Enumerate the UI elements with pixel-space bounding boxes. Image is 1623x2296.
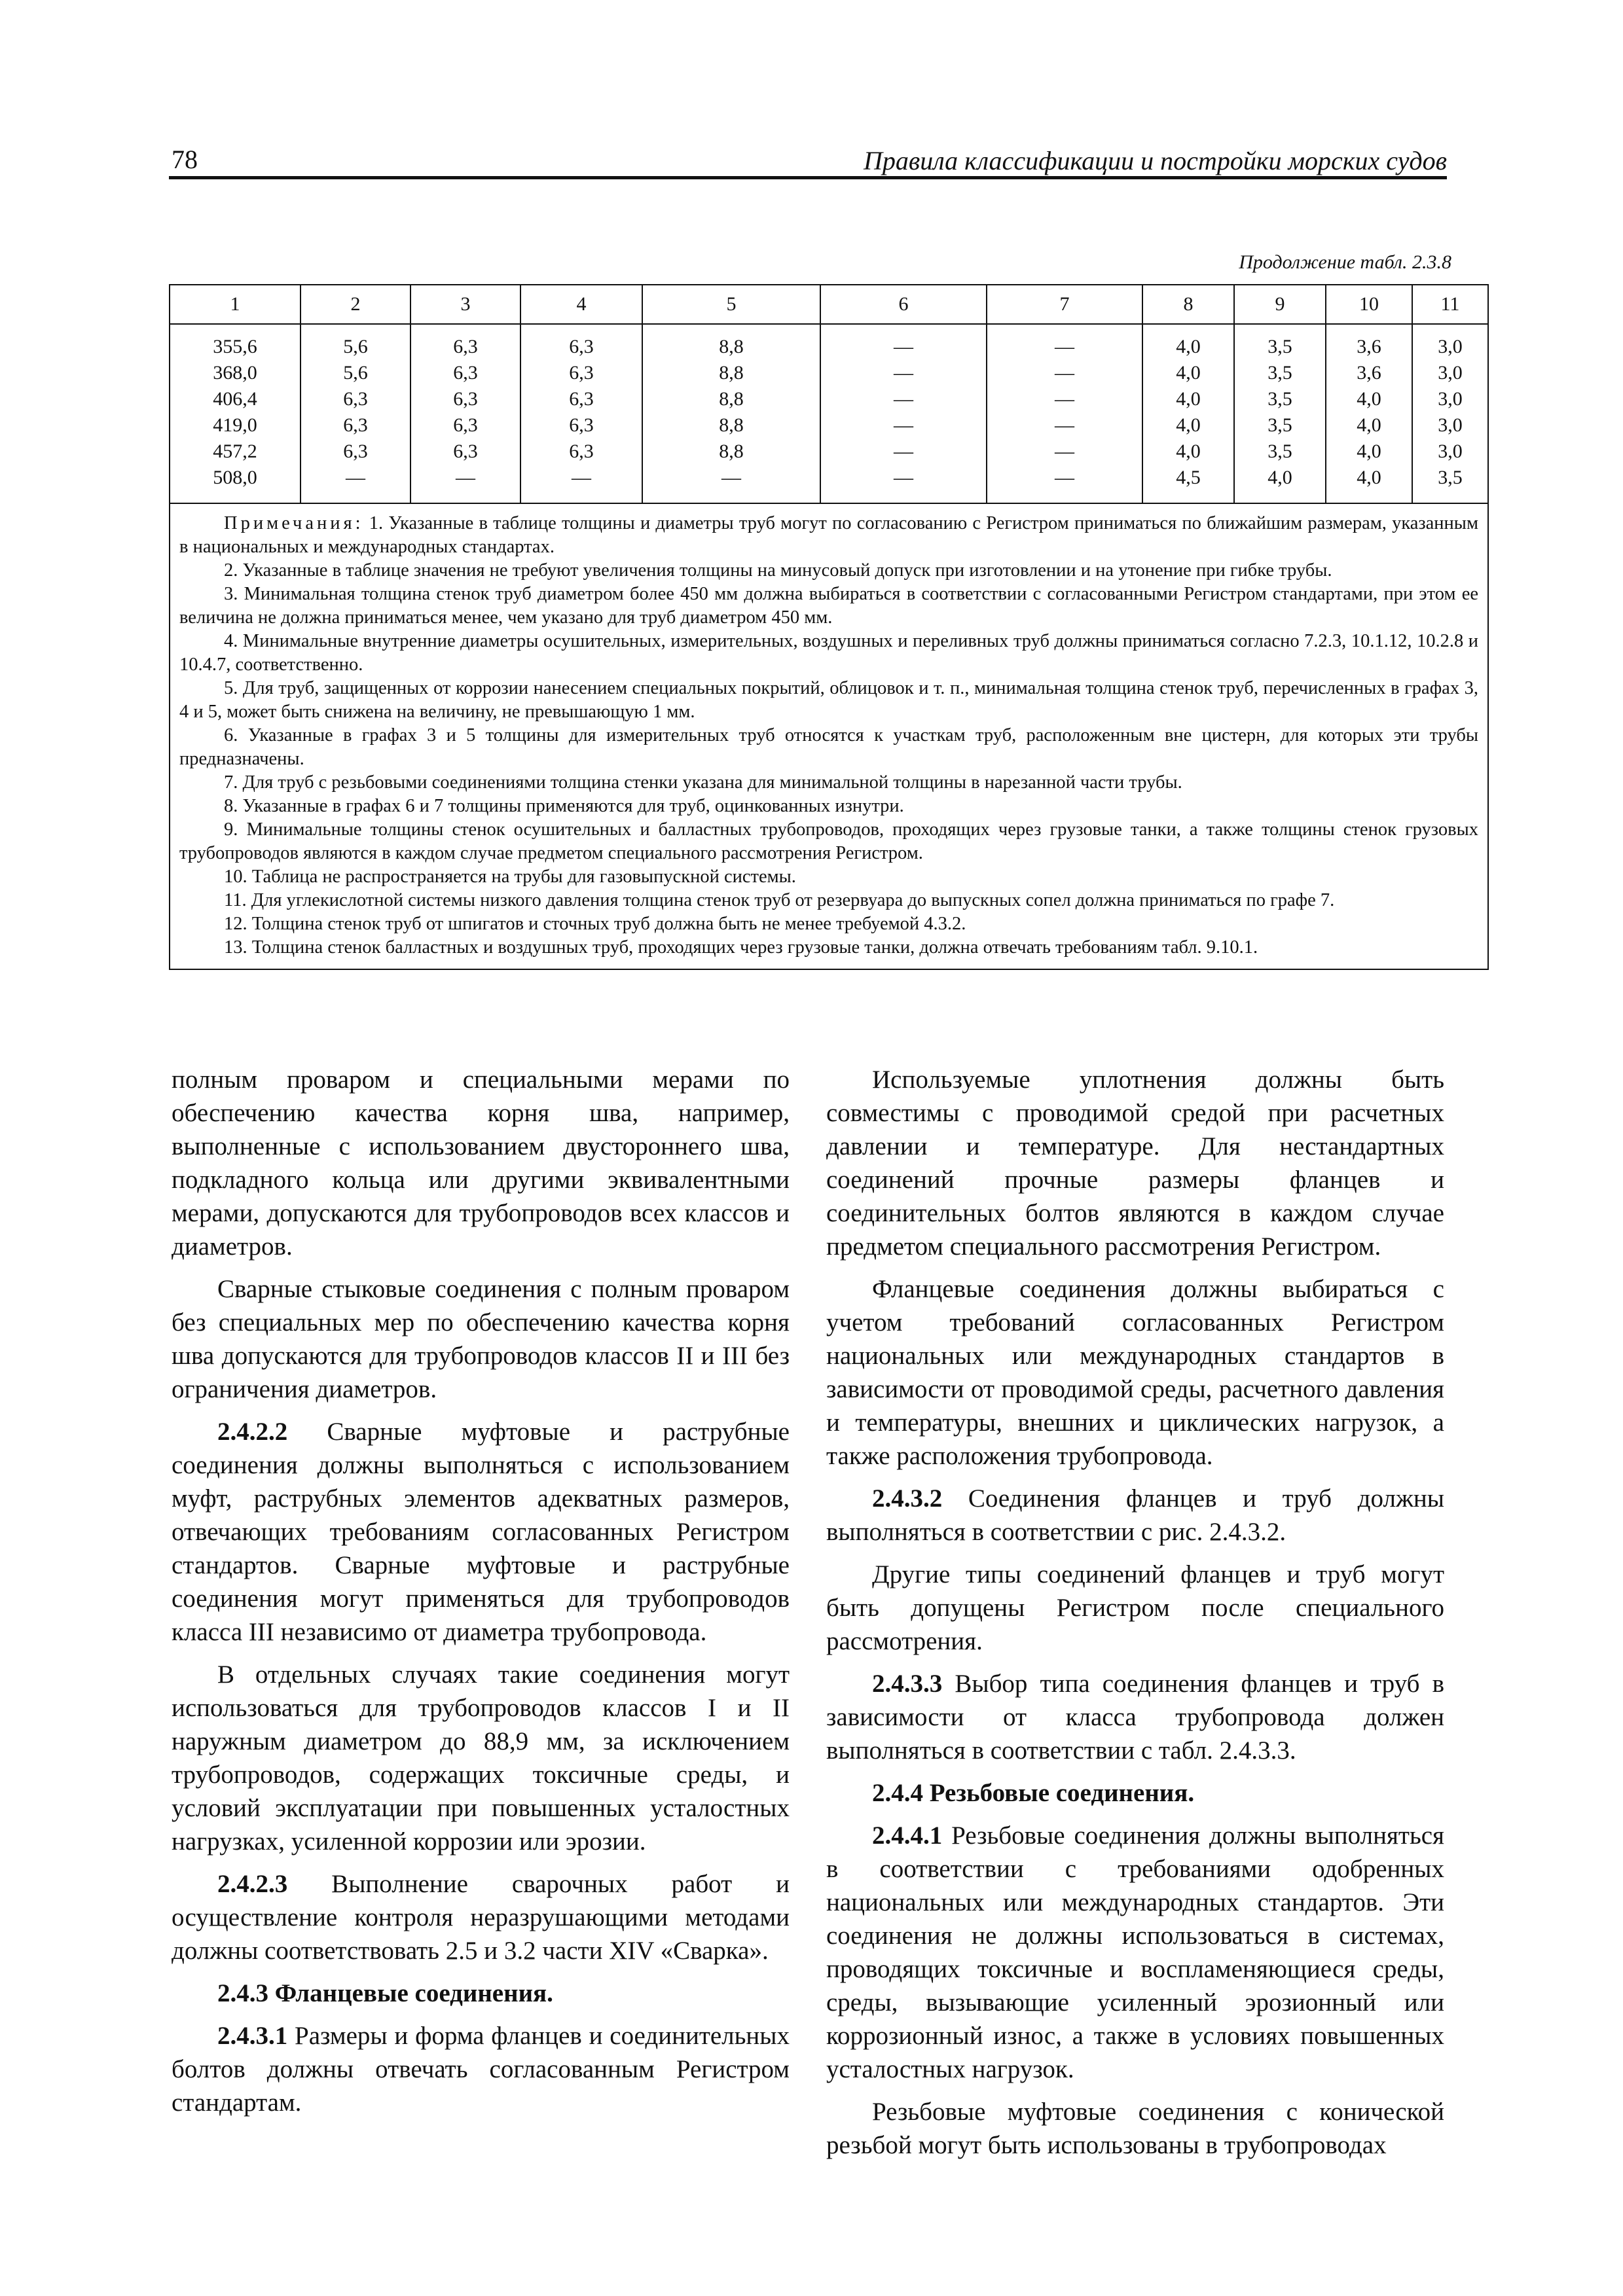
paragraph-text: Размеры и форма фланцев и соединительных болтов должны отвечать согласованным Регистром стандартам. xyxy=(172,2022,790,2117)
cell-value: 8,8 xyxy=(719,440,744,462)
column-header: 2 xyxy=(301,285,410,324)
cell-value: — xyxy=(456,467,475,488)
table-cell-column-1 xyxy=(170,324,301,503)
header-rule xyxy=(169,176,1447,179)
note-text: 12. Толщина стенок труб от шпигатов и сточных труб должна быть не менее требуемой 4.3.2. xyxy=(224,914,966,934)
table-note xyxy=(179,889,1478,912)
table-note xyxy=(179,630,1478,677)
note-text: 11. Для углекислотной системы низкого давления толщина стенок труб от резервуара до выпускных сопел должна приниматься по графе 7. xyxy=(224,890,1335,910)
cell-value: 3,0 xyxy=(1438,362,1463,384)
table-note xyxy=(179,771,1478,795)
cell-value: 8,8 xyxy=(719,362,744,384)
table-note xyxy=(179,677,1478,724)
cell-value: 3,5 xyxy=(1267,440,1292,462)
table-notes-row xyxy=(170,503,1488,969)
cell-value: — xyxy=(572,467,591,488)
cell-value: — xyxy=(1055,362,1074,384)
cell-value: 4,0 xyxy=(1357,440,1381,462)
cell-value: 6,3 xyxy=(569,414,594,436)
table-cell-column-8 xyxy=(1142,324,1234,503)
cell-value: — xyxy=(894,362,913,384)
table-note xyxy=(179,936,1478,960)
table-cell-column-3 xyxy=(410,324,520,503)
paragraph-text: Выполнение сварочных работ и осуществление контроля неразрушающими методами должны соответствовать 2.5 и 3.2 части XIV «Сварка». xyxy=(172,1870,790,1965)
cell-value: 4,5 xyxy=(1176,467,1201,488)
cell-value: 3,6 xyxy=(1357,336,1381,357)
cell-value: 4,0 xyxy=(1176,388,1201,410)
paragraph: Другие типы соединений фланцев и труб могут быть допущены Регистром после специального рассмотрения. xyxy=(826,1560,1444,1655)
note-text: 5. Для труб, защищенных от коррозии нанесением специальных покрытий, облицовок и т. п., минимальная толщина стенок труб, перечисленных в графах 3, 4 и 5, может быть снижена на величину, не превышающую 1 мм. xyxy=(179,678,1478,722)
note-text: 9. Минимальные толщины стенок осушительных и балластных трубопроводов, проходящих через грузовые танки, а также толщины стенок грузовых трубопроводов являются в каждом случае предметом специального рассмотрения Регистром. xyxy=(179,819,1478,863)
cell-value: 4,0 xyxy=(1176,362,1201,384)
cell-value: 508,0 xyxy=(213,467,257,488)
cell-value: 6,3 xyxy=(453,362,478,384)
cell-value: — xyxy=(1055,440,1074,462)
cell-value: — xyxy=(894,440,913,462)
table-notes xyxy=(170,503,1488,969)
table-note xyxy=(179,724,1478,771)
table-cell-column-5 xyxy=(642,324,820,503)
cell-value: — xyxy=(1055,388,1074,410)
cell-value: 3,5 xyxy=(1267,362,1292,384)
cell-value: 6,3 xyxy=(453,336,478,357)
column-header: 4 xyxy=(520,285,642,324)
cell-value: — xyxy=(346,467,365,488)
note-text: 2. Указанные в таблице значения не требуют увеличения толщины на минусовый допуск при изготовлении и на утонение при гибке трубы. xyxy=(224,560,1332,581)
cell-value: 457,2 xyxy=(213,440,257,462)
column-header: 8 xyxy=(1142,285,1234,324)
cell-value: 6,3 xyxy=(569,440,594,462)
cell-value: — xyxy=(1055,336,1074,357)
section-heading-text: 2.4.3 Фланцевые соединения. xyxy=(217,1979,553,2007)
column-header: 9 xyxy=(1234,285,1326,324)
note-text: 10. Таблица не распространяется на трубы для газовыпускной системы. xyxy=(224,867,796,887)
cell-value: 5,6 xyxy=(343,336,368,357)
cell-value: 4,0 xyxy=(1176,414,1201,436)
paragraph xyxy=(826,1482,1444,1549)
cell-value: 3,0 xyxy=(1438,440,1463,462)
note-text: 8. Указанные в графах 6 и 7 толщины применяются для труб, оцинкованных изнутри. xyxy=(224,796,904,816)
cell-value: — xyxy=(894,467,913,488)
note-text: 1. Указанные в таблице толщины и диаметры труб могут по согласованию с Регистром приниматься по ближайшим размерам, указанным в национальных и международных стандартах. xyxy=(179,513,1478,557)
column-header: 3 xyxy=(410,285,520,324)
section-heading xyxy=(172,1977,790,2010)
cell-value: 4,0 xyxy=(1267,467,1292,488)
paragraph: Резьбовые муфтовые соединения с конической резьбой могут быть использованы в трубопроводах xyxy=(826,2098,1444,2159)
cell-value: 6,3 xyxy=(343,440,368,462)
column-header: 6 xyxy=(820,285,987,324)
paragraph: Фланцевые соединения должны выбираться с учетом требований согласованных Регистром национальных или международных стандартов в зависимости от проводимой среды, расчетного давления и температуры, внешних и циклических нагрузок, а также расположения трубопровода. xyxy=(826,1275,1444,1470)
page-header xyxy=(169,139,1447,179)
paragraph-text: Сварные муфтовые и раструбные соединения должны выполняться с использованием муфт, раструбных элементов адекватных размеров, отвечающих требованиям согласованных Регистром стандартов. Сварные муфтовые и раструбные соединения могут применяться для трубопроводов класса III независимо от диаметра трубопровода. xyxy=(172,1418,790,1646)
cell-value: 6,3 xyxy=(343,388,368,410)
table-cell-column-4 xyxy=(520,324,642,503)
table-header-row xyxy=(170,285,1488,324)
table-data-row xyxy=(170,324,1488,503)
table-note xyxy=(179,912,1478,936)
clause-number: 2.4.3.2 xyxy=(872,1484,943,1513)
cell-value: 355,6 xyxy=(213,336,257,357)
cell-value: 6,3 xyxy=(569,362,594,384)
cell-value: 6,3 xyxy=(453,440,478,462)
paragraph xyxy=(172,1415,790,1649)
cell-value: 8,8 xyxy=(719,414,744,436)
table-cell-column-10 xyxy=(1326,324,1412,503)
cell-value: 4,0 xyxy=(1357,388,1381,410)
page-number: 78 xyxy=(172,145,198,174)
cell-value: 3,0 xyxy=(1438,414,1463,436)
note-text: 6. Указанные в графах 3 и 5 толщины для измерительных труб относятся к участкам труб, расположенным вне цистерн, для которых эти трубы предназначены. xyxy=(179,725,1478,769)
column-header: 5 xyxy=(642,285,820,324)
cell-value: 6,3 xyxy=(343,414,368,436)
paragraph: В отдельных случаях такие соединения могут использоваться для трубопроводов классов I и II наружным диаметром до 88,9 мм, за исключением трубопроводов, содержащих токсичные среды, и условий эксплуатации при повышенных усталостных нагрузках, усиленной коррозии или эрозии. xyxy=(172,1660,790,1856)
column-header: 11 xyxy=(1412,285,1488,324)
table-cell-column-6 xyxy=(820,324,987,503)
paragraph-text: Резьбовые соединения должны выполняться в соответствии с требованиями одобренных национальных или международных стандартов. Эти соединения не должны использоваться в системах, проводящих токсичные и воспламеняющиеся среды, среды, вызывающие усиленный эрозионный или коррозионный износ, а также в условиях повышенных усталостных нагрузок. xyxy=(826,1821,1444,2083)
cell-value: 4,0 xyxy=(1176,440,1201,462)
table-cell-column-7 xyxy=(987,324,1142,503)
paragraph xyxy=(826,1667,1444,1767)
table-note xyxy=(179,818,1478,865)
cell-value: 8,8 xyxy=(719,388,744,410)
cell-value: 4,0 xyxy=(1357,414,1381,436)
table-cell-column-9 xyxy=(1234,324,1326,503)
cell-value: — xyxy=(1055,467,1074,488)
cell-value: — xyxy=(894,388,913,410)
table-note xyxy=(179,559,1478,583)
paragraph-text: Соединения фланцев и труб должны выполняться в соответствии с рис. 2.4.3.2. xyxy=(826,1484,1444,1546)
pipe-thickness-table xyxy=(169,284,1489,970)
paragraph xyxy=(826,1819,1444,2086)
table-cell-column-11 xyxy=(1412,324,1488,503)
cell-value: 3,0 xyxy=(1438,336,1463,357)
paragraph-text: Выбор типа соединения фланцев и труб в зависимости от класса трубопровода должен выполняться в соответствии с табл. 2.4.3.3. xyxy=(826,1670,1444,1765)
cell-value: 6,3 xyxy=(569,336,594,357)
paragraph: Используемые уплотнения должны быть совместимы с проводимой средой при расчетных давлении и температуре. Для нестандартных соединений прочные размеры фланцев и соединительных болтов являются в каждом случае предметом специального рассмотрения Регистром. xyxy=(826,1066,1444,1261)
paragraph xyxy=(172,1867,790,1967)
cell-value: 3,5 xyxy=(1267,336,1292,357)
clause-number: 2.4.4.1 xyxy=(872,1821,943,1850)
cell-value: 3,5 xyxy=(1267,414,1292,436)
clause-number: 2.4.3.3 xyxy=(872,1670,943,1698)
note-text: 13. Толщина стенок балластных и воздушных труб, проходящих через грузовые танки, должна отвечать требованиям табл. 9.10.1. xyxy=(224,937,1258,958)
note-text: 3. Минимальная толщина стенок труб диаметром более 450 мм должна выбираться в соответствии с согласованными Регистром стандартами, при этом ее величина не должна приниматься менее, чем указано для труб диаметром 450 мм. xyxy=(179,584,1478,628)
cell-value: — xyxy=(894,336,913,357)
table-note xyxy=(179,795,1478,818)
paragraph: Сварные стыковые соединения с полным проваром без специальных мер по обеспечению качества корня шва допускаются для трубопроводов классов II и III без ограничения диаметров. xyxy=(172,1275,790,1403)
paragraph xyxy=(172,2019,790,2119)
column-header: 7 xyxy=(987,285,1142,324)
section-heading-text: 2.4.4 Резьбовые соединения. xyxy=(872,1779,1195,1807)
cell-value: 3,5 xyxy=(1267,388,1292,410)
table-cell-column-2 xyxy=(301,324,410,503)
cell-value: — xyxy=(1055,414,1074,436)
right-text-column xyxy=(826,1063,1444,2171)
clause-number: 2.4.2.3 xyxy=(217,1870,288,1898)
cell-value: 419,0 xyxy=(213,414,257,436)
cell-value: 3,5 xyxy=(1438,467,1463,488)
running-title: Правила классификации и постройки морских судов xyxy=(863,146,1447,175)
cell-value: 4,0 xyxy=(1357,467,1381,488)
paragraph: полным проваром и специальными мерами по обеспечению качества корня шва, например, выполненные с использованием двустороннего шва, подкладного кольца или другими эквивалентными мерами, допускаются для трубопроводов всех классов и диаметров. xyxy=(172,1066,790,1261)
cell-value: 6,3 xyxy=(453,414,478,436)
clause-number: 2.4.2.2 xyxy=(217,1418,288,1446)
column-header: 1 xyxy=(170,285,301,324)
column-header: 10 xyxy=(1326,285,1412,324)
note-text: 4. Минимальные внутренние диаметры осушительных, измерительных, воздушных и переливных труб должны приниматься согласно 7.2.3, 10.1.12, 10.2.8 и 10.4.7, соответственно. xyxy=(179,631,1478,675)
section-heading xyxy=(826,1776,1444,1810)
table-caption: Продолжение табл. 2.3.8 xyxy=(1239,251,1451,273)
cell-value: — xyxy=(894,414,913,436)
table-note xyxy=(179,865,1478,889)
cell-value: 8,8 xyxy=(719,336,744,357)
cell-value: — xyxy=(721,467,741,488)
cell-value: 3,6 xyxy=(1357,362,1381,384)
note-text: 7. Для труб с резьбовыми соединениями толщина стенки указана для минимальной толщины в нарезанной части трубы. xyxy=(224,772,1182,793)
cell-value: 368,0 xyxy=(213,362,257,384)
cell-value: 4,0 xyxy=(1176,336,1201,357)
cell-value: 5,6 xyxy=(343,362,368,384)
left-text-column xyxy=(172,1063,790,2128)
table-note xyxy=(179,512,1478,559)
notes-label: Примечания: xyxy=(224,513,364,533)
cell-value: 6,3 xyxy=(453,388,478,410)
table-note xyxy=(179,583,1478,630)
cell-value: 6,3 xyxy=(569,388,594,410)
cell-value: 406,4 xyxy=(213,388,257,410)
cell-value: 3,0 xyxy=(1438,388,1463,410)
clause-number: 2.4.3.1 xyxy=(217,2022,288,2050)
